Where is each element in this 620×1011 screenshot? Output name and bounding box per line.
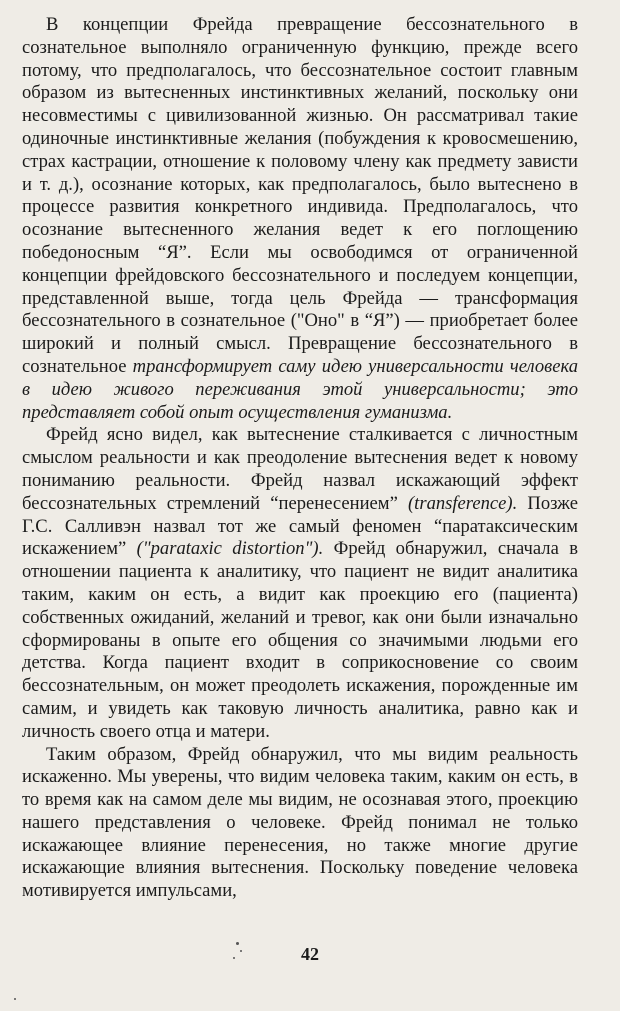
paragraph-2-part3: Фрейд обнаружил, сначала в отношении пациента к аналитику, что пациент не видит аналитика таким, каким он есть, а видит как проекцию его (пациента) собственных ожиданий, желаний и тревог, как они были изначально сформированы в опыте его общения со значимыми людьми его детства. Когда пациент входит в соприкосновение со своим бессознательным, он может преодолеть искажения, порожденные им самим, и увидеть как таковую личность аналитика, равно как и личность своего отца и матери. (22, 538, 578, 742)
paragraph-2-part2: Позже Г.С. Салливэн назвал тот же самый феномен “паратаксическим искажением” (22, 492, 578, 560)
paragraph-1 (22, 14, 578, 424)
paragraph-3-text: Таким образом, Фрейд обнаружил, что мы видим реальность искаженно. Мы уверены, что видим человека таким, каким он есть, в то время как на самом деле мы видим, не осознавая этого, проекцию нашего представления о человеке. Фрейд понимал не только искажающее влияние перенесения, но также многие другие искажающие влияния вытеснения. Поскольку поведение человека мотивируется импульсами, (22, 743, 578, 902)
print-speck (233, 957, 235, 959)
paragraph-2-italic2: ("parataxic distortion"). (136, 538, 324, 560)
paragraph-1-text: В концепции Фрейда превращение бессознательного в сознательное выполняло ограниченную функцию, прежде всего потому, что предполагалось, что бессознательное состоит главным образом из вытесненных инстинктивных желаний, поскольку они несовместимы с цивилизованной жизнью. Он рассматривал такие одиночные инстинктивные желания (побуждения к кровосмешению, страх кастрации, отношение к половому члену как предмету зависти и т. д.), осознание которых, как предполагалось, было вытеснено в процессе развития конкретного индивида. Предполагалось, что осознание вытесненного желания ведет к его поглощению победоносным “Я”. Если мы освободимся от ограниченной концепции фрейдовского бессознательного и последуем концепции, представленной выше, тогда цель Фрейда — трансформация бессознательного в сознательное ("Оно" в “Я”) — приобретает более широкий и полный смысл. Превращение бессознательного в сознательное (22, 14, 578, 377)
paragraph-1-italic: трансформирует саму идею универсальности человека в идею живого переживания этой универсальности; это представляет собой опыт осуществления гуманизма. (22, 355, 578, 423)
paragraph-2-part1: Фрейд ясно видел, как вытеснение сталкивается с личностным смыслом реальности и как преодоление вытеснения ведет к новому пониманию реальности. Фрейд назвал искажающий эффект бессознательных стремлений “перенесением” (22, 424, 578, 514)
body-text (22, 14, 578, 903)
print-speck (240, 950, 242, 952)
paragraph-2 (22, 424, 578, 743)
paragraph-2-italic1: (transference). (407, 492, 518, 514)
paragraph-3 (22, 744, 578, 904)
page-number: 42 (301, 944, 319, 964)
print-speck (236, 942, 239, 945)
print-speck (14, 998, 16, 1000)
